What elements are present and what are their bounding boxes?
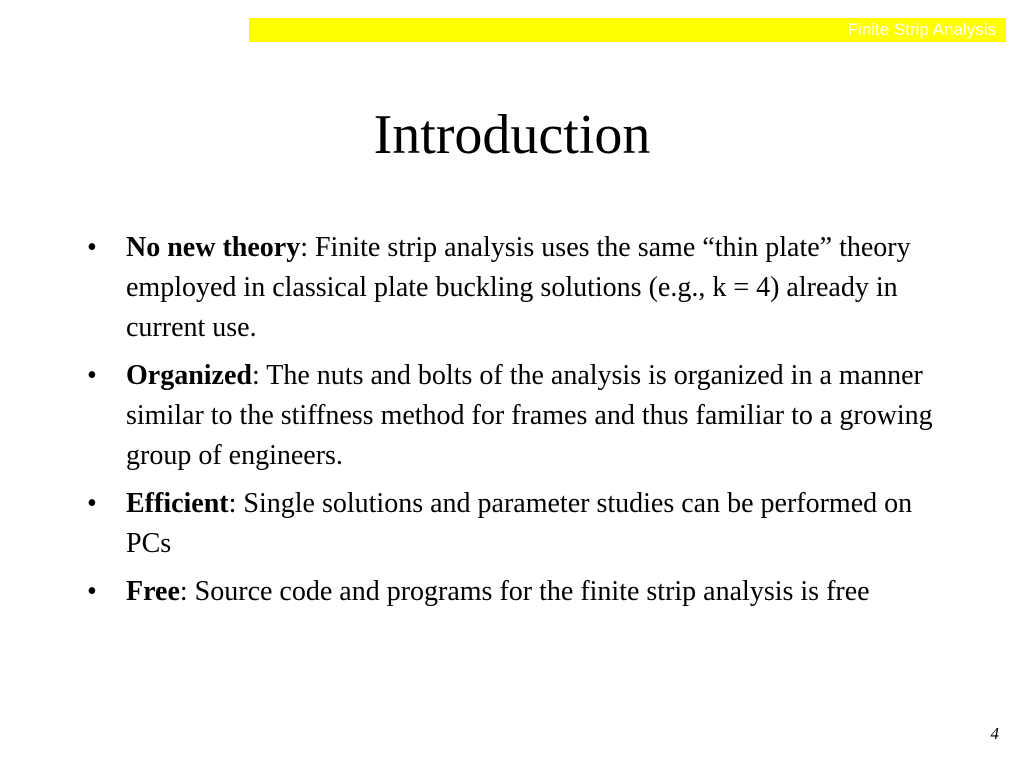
bullet-icon: • [87,360,97,391]
bullet-term: Organized [126,360,252,391]
header-label: Finite Strip Analysis [847,20,996,39]
bullet-icon: • [87,232,97,263]
header-banner [249,18,1006,42]
bullet-term: Efficient [126,488,229,519]
bullet-text: : Finite strip analysis uses the same “thin plate” theory employed in classical plate buckling solutions (e.g., k = 4) already in current use. [126,232,911,343]
bullet-icon: • [87,576,97,607]
bullet-list [85,228,945,620]
slide-title: Introduction [373,104,651,166]
bullet-text: : Source code and programs for the finite strip analysis is free [179,576,870,607]
bullet-term: No new theory [126,232,301,263]
bullet-item-efficient [85,484,945,564]
bullet-text: : The nuts and bolts of the analysis is organized in a manner similar to the stiffness method for frames and thus familiar to a growing group of engineers. [126,360,933,471]
bullet-text: : Single solutions and parameter studies can be performed on PCs [126,488,913,559]
bullet-icon: • [87,488,97,519]
bullet-term: Free [126,576,180,607]
bullet-item-no-new-theory [85,228,945,348]
bullet-item-organized [85,356,945,476]
page-number: 4 [990,724,999,743]
bullet-item-free [85,572,945,612]
